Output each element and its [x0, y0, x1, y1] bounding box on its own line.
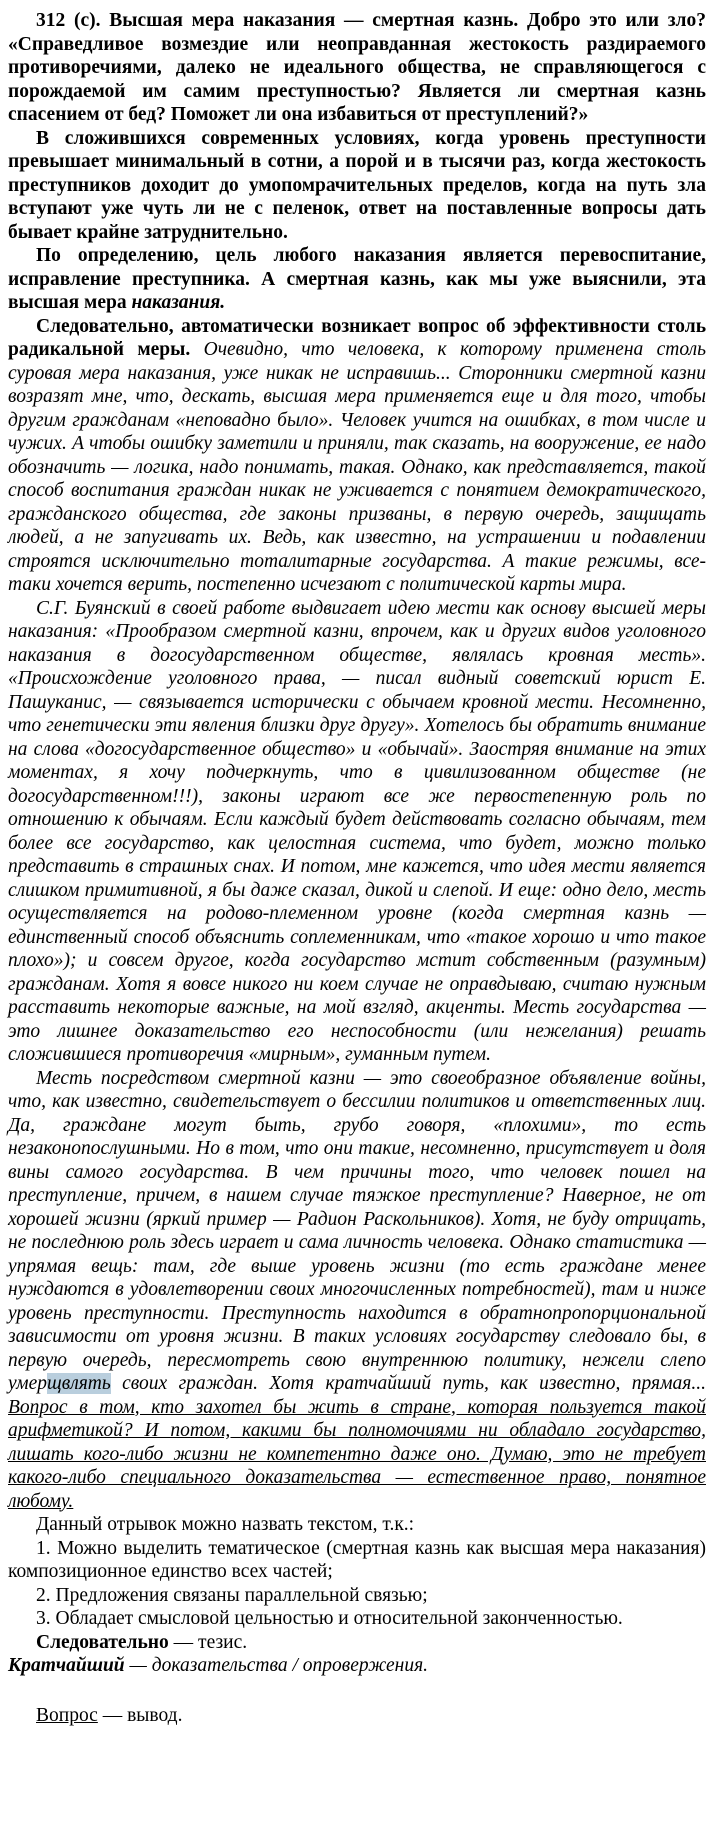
- text-segment: В сложившихся современных условиях, когда уровень преступности превышает минимальный в сотни, а порой и в тысячи раз, когда жестокость преступников доходит до умопомрачительных пределов, когда на путь зла вступают уже чуть ли не с пеленок, ответ на поставленные вопросы дать бывает крайне затруднительно.: [8, 127, 706, 243]
- paragraph-definition: [8, 244, 706, 315]
- thesis-line: [8, 1631, 706, 1655]
- text-segment: Вопрос: [36, 1704, 98, 1726]
- paragraph-effectiveness: [8, 315, 706, 597]
- text-segment: Очевидно, что человека, к которому применена столь суровая мера наказания, уже никак не исправишь... Сторонники смертной казни возразят мне, что, дескать, высшая мера применяется еще и для того, чтобы другим гражданам «неповадно было». Человек учится на ошибках, в том числе и чужих. А чтобы ошибку заметили и приняли, так сказать, на вооружение, ее надо обозначить — логика, надо понимать, такая. Однако, как представляется, такой способ воспитания граждан никак не уживается с понятием демократического, гражданского общества, где законы призваны, в первую очередь, защищать людей, а не запугивать их. Ведь, как известно, на устрашении и подавлении строятся исключительно тоталитарные государства. А такие режимы, все-таки хочется верить, постепенно исчезают с политической карты мира.: [8, 339, 706, 595]
- text-segment: Следовательно, автоматически возникает вопрос об эффективности столь радикальной меры.: [8, 315, 706, 360]
- conclusion-line: [8, 1704, 706, 1728]
- text-segment: С.Г. Буянский в своей работе выдвигает идею мести как основу высшей меры наказания: «Прообразом смертной казни, впрочем, как и других видов уголовного наказания в догосударственном обществе, являлась кровная месть». «Происхождение уголовного права, — писал видный советский юрист Е. Пашуканис, — связывается исторически с обычаем кровной мести. Несомненно, что генетически эти явления близки друг другу». Хотелось бы обратить внимание на слова «догосударственное общество» и «обычай». Заостряя внимание на этих моментах, я хочу подчеркнуть, что в цивилизованном обществе (не догосударственном!!!), законы играют все же первостепенную роль по отношению к обычаям. Если каждый будет действовать согласно обычаям, тем более все государство, как целостная система, что будет, можно только представить в страшных снах. И потом, мне кажется, что идея мести является слишком примитивной, я бы даже сказал, дикой и слепой. И еще: одно дело, месть осуществляется на родово-племенном уровне (когда смертная казнь — единственный способ объяснить соплеменникам, что «такое хорошо и что такое плохо»); и совсем другое, когда государство мстит собственным (разумным) гражданам. Хотя я вовсе никого ни коем случае не оправдываю, считаю нужным расставить некоторые важные, на мой взгляд, акценты. Месть государства — это лишнее доказательство его неспособности (или нежелания) решать сложившиеся противоречия «мирным», гуманным путем.: [8, 597, 706, 1065]
- text-segment: 3. Обладает смысловой цельностью и относительной законченностью.: [36, 1608, 623, 1629]
- text-segment: 2. Предложения связаны параллельной связью;: [36, 1584, 428, 1606]
- paragraph-buyansky-revenge: [8, 597, 706, 1067]
- text-segment: По определению, цель любого наказания является перевоспитание, исправление преступника. А смертная казнь, как мы уже выяснили, эта высшая мера: [8, 245, 706, 313]
- text-segment: 1. Можно выделить тематическое (смертная казнь как высшая мера наказания) композиционное единство всех частей;: [8, 1537, 706, 1582]
- text-segment: Следовательно: [36, 1631, 169, 1653]
- text-segment: наказания.: [131, 292, 226, 313]
- text-segment: Месть посредством смертной казни — это своеобразное объявление войны, что, как известно, свидетельствует о бессилии политиков и ответственных лиц. Да, граждане могут быть, грубо говоря, «плохими», то есть незаконопослушными. Но в том, что они такие, несомненно, присутствует и доля вины самого государства. В чем причины того, что человек пошел на преступление, причем, в нашем случае тяжкое преступление? Наверное, не от хорошей жизни (яркий пример — Радион Раскольников). Хотя, не буду отрицать, не последнюю роль здесь играет и сама личность человека. Однако статистика — упрямая вещь: там, где выше уровень жизни (то есть граждане менее нуждаются в удовлетворении своих многочисленных потребностей), там и ниже уровень преступности. Преступность находится в обратнопропорциональной зависимости от уровня жизни. В таких условиях государству следовало бы, в первую очередь, пересмотреть свою внутреннюю политику, нежели слепо умер: [8, 1067, 706, 1394]
- paragraph-revenge-by-execution: [8, 1067, 706, 1514]
- text-segment: 312 (с). Высшая мера наказания — смертная казнь. Добро это или зло? «Справедливое возмездие или неоправданная жестокость раздираемого противоречиями, далеко не идеального общества, не справляющегося с порождаемой им самим преступностью? Является ли смертная казнь спасением от бед? Поможет ли она избавиться от преступлений?»: [8, 10, 706, 125]
- paragraph-question-intro: [8, 9, 706, 127]
- list-item-3: [8, 1607, 706, 1631]
- text-segment: Данный отрывок можно назвать текстом, т.к.:: [36, 1514, 415, 1535]
- text-segment: — вывод.: [97, 1704, 183, 1726]
- proof-line: [8, 1654, 706, 1678]
- paragraph-modern-conditions: [8, 127, 706, 245]
- text-segment: своих граждан. Хотя кратчайший путь, как известно, прямая...: [110, 1373, 706, 1394]
- underlined-text-segment: Вопрос в том, кто захотел бы жить в стране, которая пользуется такой арифметикой? И потом, какими бы полномочиями ни обладало государство, лишать кого-либо жизни не компетентно даже оно. Думаю, это не требует какого-либо специального доказательства — естественное право, понятное любому.: [8, 1396, 706, 1512]
- paragraph-text-criteria-intro: [8, 1513, 706, 1537]
- list-item-2: [8, 1584, 706, 1608]
- highlighted-text-segment: щвлять: [47, 1373, 111, 1394]
- list-item-1: [8, 1537, 706, 1584]
- text-segment: Кратчайший: [8, 1655, 125, 1676]
- text-segment: — доказательства / опровержения.: [124, 1655, 429, 1676]
- text-segment: — тезис.: [168, 1631, 248, 1653]
